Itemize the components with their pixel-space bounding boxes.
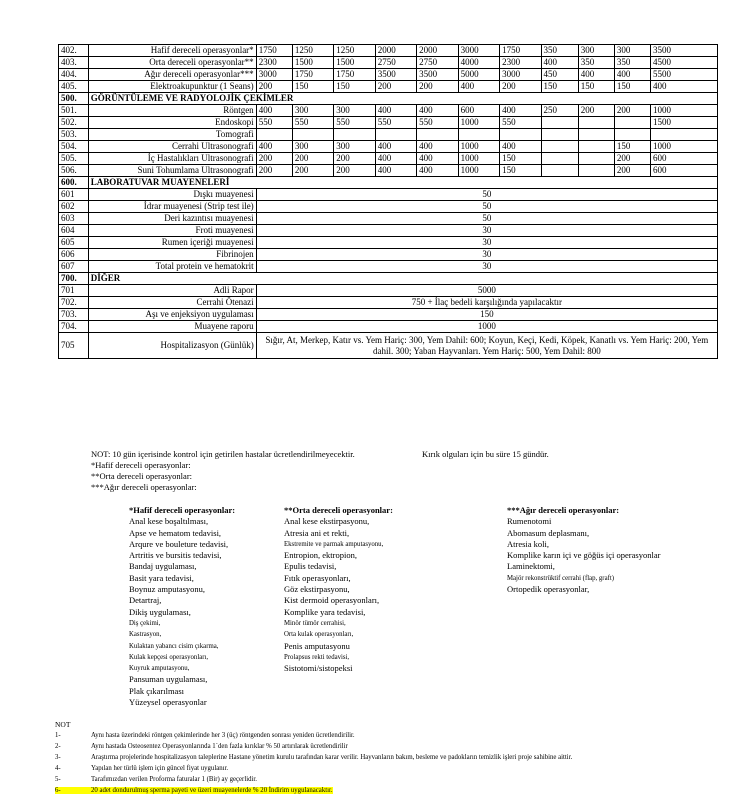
row-price: 50: [256, 189, 717, 201]
fee-table: [58, 44, 718, 359]
price-cell: 400: [417, 141, 458, 153]
price-cell: 1250: [292, 45, 333, 57]
price-cell: 400: [375, 105, 416, 117]
row-price: 5000: [256, 285, 717, 297]
row-name: Total protein ve hematokrit: [88, 261, 256, 273]
row-code: 501.: [59, 105, 89, 117]
price-cell: [541, 141, 578, 153]
section-row: [59, 93, 718, 105]
price-cell: 450: [541, 69, 578, 81]
price-cell: 400: [541, 57, 578, 69]
price-cell: [541, 165, 578, 177]
price-cell: [334, 129, 375, 141]
row-code: 500.: [59, 93, 89, 105]
operation-item: Yüzeysel operasyonlar: [129, 697, 207, 708]
table-row: [59, 213, 718, 225]
note-text: Yapılan her türlü işlem için güncel fiyat uygulanır.: [91, 765, 229, 772]
row-code: 402.: [59, 45, 89, 57]
price-cell: 150: [541, 81, 578, 93]
row-code: 404.: [59, 69, 89, 81]
row-name: Muayene raporu: [88, 321, 256, 333]
operation-item: Bandaj uygulaması,: [129, 561, 197, 572]
table-row: [59, 237, 718, 249]
price-cell: [256, 129, 292, 141]
operation-item: Atresia ani et rekti,: [284, 527, 350, 538]
operation-item: Entropion, ektropion,: [284, 550, 357, 561]
table-row: [59, 105, 718, 117]
price-cell: 400: [500, 105, 541, 117]
price-cell: 1000: [650, 105, 717, 117]
row-code: 607: [59, 261, 89, 273]
price-cell: [614, 117, 650, 129]
price-cell: 200: [614, 105, 650, 117]
price-cell: 200: [292, 153, 333, 165]
remark-fracture: Kırık olguları için bu süre 15 gündür.: [422, 449, 549, 459]
price-cell: 3000: [458, 45, 499, 57]
price-cell: 400: [458, 81, 499, 93]
price-cell: 3500: [375, 69, 416, 81]
price-cell: 5500: [650, 69, 717, 81]
row-price: 30: [256, 225, 717, 237]
row-code: 701: [59, 285, 89, 297]
table-row: [59, 69, 718, 81]
price-cell: 1000: [458, 165, 499, 177]
note-number: 3-: [55, 754, 61, 761]
remark-hafif: *Hafif dereceli operasyonlar:: [91, 460, 191, 470]
operation-item: Plak çıkarılması: [129, 685, 185, 696]
note-item: [55, 785, 572, 796]
price-cell: 150: [614, 141, 650, 153]
note-text: Araştırma projelerinde hospitalizasyon taleplerine Hastane yönetim kurulu tarafından karar verilir. Hayvanların bakım, besleme ve padokların temizlik işleri proje sahibine aittir.: [91, 754, 573, 761]
price-cell: 350: [614, 57, 650, 69]
price-cell: 3500: [650, 45, 717, 57]
operation-item: Göz ekstirpasyonu,: [284, 584, 350, 595]
price-cell: 4000: [458, 57, 499, 69]
highlighted-note: [55, 787, 333, 794]
price-cell: 1000: [458, 153, 499, 165]
table-row: [59, 261, 718, 273]
price-cell: [578, 129, 614, 141]
price-cell: 600: [650, 153, 717, 165]
price-cell: 1750: [292, 69, 333, 81]
note-number: 4-: [55, 765, 61, 772]
price-cell: 400: [650, 81, 717, 93]
price-cell: [614, 129, 650, 141]
hafif-operations-list: [129, 505, 235, 708]
row-price: 30: [256, 261, 717, 273]
price-cell: 200: [375, 81, 416, 93]
operation-item: Dikiş uygulaması,: [129, 606, 191, 617]
price-cell: 5000: [458, 69, 499, 81]
price-cell: 400: [375, 141, 416, 153]
price-cell: 300: [292, 105, 333, 117]
operation-item: Epulis tedavisi,: [284, 561, 337, 572]
fee-table-body: [59, 45, 718, 359]
operation-item: Kastrasyon,: [129, 631, 162, 639]
price-cell: [541, 117, 578, 129]
price-cell: 200: [256, 81, 292, 93]
price-cell: [578, 141, 614, 153]
row-name: Cerrahi Ötenazi: [88, 297, 256, 309]
price-cell: 300: [334, 141, 375, 153]
note-item: [55, 752, 572, 763]
table-row: [59, 153, 718, 165]
table-row: [59, 165, 718, 177]
price-cell: 2300: [256, 57, 292, 69]
price-cell: 300: [334, 105, 375, 117]
row-price: 30: [256, 237, 717, 249]
price-cell: [458, 129, 499, 141]
price-cell: [578, 153, 614, 165]
price-cell: [650, 129, 717, 141]
note-number: 2-: [55, 743, 61, 750]
operation-item: Rumenotomi: [507, 516, 552, 527]
hafif-header: *Hafif dereceli operasyonlar:: [129, 505, 236, 515]
price-cell: 1750: [500, 45, 541, 57]
price-cell: 4500: [650, 57, 717, 69]
row-code: 600.: [59, 177, 89, 189]
notes-title: NOT: [55, 720, 71, 729]
table-row: [59, 189, 718, 201]
row-name: İç Hastalıkları Ultrasonografi: [88, 153, 256, 165]
row-code: 601: [59, 189, 89, 201]
operation-item: Orta kulak operasyonları,: [284, 631, 354, 639]
operation-item: Sistotomi/sistopeksi: [284, 663, 353, 674]
price-cell: 1000: [458, 117, 499, 129]
row-name: Adli Rapor: [88, 285, 256, 297]
price-cell: 200: [578, 105, 614, 117]
operation-item: Abomasum deplasmanı,: [507, 527, 590, 538]
row-name: Fibrinojen: [88, 249, 256, 261]
operation-item: Basit yara tedavisi,: [129, 572, 194, 583]
price-cell: 150: [500, 153, 541, 165]
price-cell: [417, 129, 458, 141]
table-row: [59, 285, 718, 297]
orta-header: **Orta dereceli operasyonlar:: [284, 505, 393, 515]
price-cell: 150: [614, 81, 650, 93]
operation-item: Ekstremite ve parmak amputasyonu,: [284, 540, 384, 548]
operation-item: Kuyruk amputasyonu,: [129, 665, 190, 673]
price-cell: 400: [417, 153, 458, 165]
operation-item: Minör tümör cerrahisi,: [284, 619, 346, 627]
operation-item: Kist dermoid operasyonları,: [284, 595, 380, 606]
row-code: 405.: [59, 81, 89, 93]
operation-item: Atresia koli,: [507, 538, 550, 549]
price-cell: 400: [417, 165, 458, 177]
price-cell: 400: [375, 165, 416, 177]
row-name: Deri kazıntısı muayenesi: [88, 213, 256, 225]
row-code: 702.: [59, 297, 89, 309]
table-row: [59, 141, 718, 153]
row-price: Sığır, At, Merkep, Katır vs. Yem Hariç: 300, Yem Dahil: 600; Koyun, Keçi, Kedi, Köpek, Kanatlı vs. Yem Hariç: 200, Yem dahil. 300; Yaban Hayvanları. Yem Hariç: 500, Yem Dahil: 800: [256, 333, 717, 359]
row-code: 605: [59, 237, 89, 249]
notes-list: [55, 730, 572, 796]
table-row: [59, 201, 718, 213]
operation-item: Ortopedik operasyonlar,: [507, 584, 590, 595]
operation-item: Boynuz amputasyonu,: [129, 584, 206, 595]
row-name: Endoskopi: [88, 117, 256, 129]
row-price: 750 + İlaç bedeli karşılığında yapılacaktır: [256, 297, 717, 309]
price-cell: 400: [578, 69, 614, 81]
price-cell: 400: [614, 69, 650, 81]
table-row: [59, 321, 718, 333]
price-cell: 150: [500, 165, 541, 177]
row-code: 603: [59, 213, 89, 225]
row-price: 50: [256, 201, 717, 213]
row-code: 606: [59, 249, 89, 261]
operation-item: Fıtık operasyonları,: [284, 572, 351, 583]
price-cell: 2750: [417, 57, 458, 69]
remark-agir: ***Ağır dereceli operasyonlar:: [91, 482, 197, 492]
price-cell: 550: [417, 117, 458, 129]
section-row: [59, 273, 718, 285]
price-cell: 550: [334, 117, 375, 129]
note-body: [55, 754, 572, 761]
table-row: [59, 57, 718, 69]
section-title: DİĞER: [88, 273, 717, 285]
price-cell: 1750: [334, 69, 375, 81]
table-row: [59, 309, 718, 321]
note-item: [55, 730, 572, 741]
row-code: 703.: [59, 309, 89, 321]
price-cell: 200: [500, 81, 541, 93]
row-code: 504.: [59, 141, 89, 153]
note-text: Aynı hasta üzerindeki röntgen çekimlerinde her 3 (üç) röntgenden sonrası yeniden ücretlendirilir.: [91, 732, 355, 739]
row-code: 604: [59, 225, 89, 237]
agir-operations-list: [507, 505, 660, 595]
price-cell: 1500: [650, 117, 717, 129]
row-name: Dışkı muayenesi: [88, 189, 256, 201]
price-cell: 150: [292, 81, 333, 93]
price-cell: 1500: [334, 57, 375, 69]
row-price: 50: [256, 213, 717, 225]
row-name: Elektroakupunktur (1 Seans): [88, 81, 256, 93]
price-cell: 1250: [334, 45, 375, 57]
price-cell: 150: [578, 81, 614, 93]
price-cell: 550: [500, 117, 541, 129]
section-title: GÖRÜNTÜLEME VE RADYOLOJİK ÇEKİMLER: [88, 93, 717, 105]
table-row: [59, 129, 718, 141]
operation-item: Pansuman uygulaması,: [129, 674, 208, 685]
price-cell: 150: [334, 81, 375, 93]
price-cell: 550: [292, 117, 333, 129]
operation-item: Kulaktan yabancı cisim çıkarma,: [129, 642, 219, 650]
price-cell: 400: [375, 153, 416, 165]
price-cell: 1000: [650, 141, 717, 153]
table-row: [59, 225, 718, 237]
price-cell: 3500: [417, 69, 458, 81]
remark-orta: **Orta dereceli operasyonlar:: [91, 471, 193, 481]
row-name: Cerrahi Ultrasonografi: [88, 141, 256, 153]
row-code: 705: [59, 333, 89, 359]
orta-operations-list: [284, 505, 393, 674]
price-cell: 550: [256, 117, 292, 129]
price-cell: 1500: [292, 57, 333, 69]
price-cell: [541, 153, 578, 165]
price-cell: 600: [458, 105, 499, 117]
row-name: Ağır dereceli operasyonlar***: [88, 69, 256, 81]
note-text: 20 adet dondurulmuş sperma payeti ve üzeri muayenelerde % 20 İndirim uygulanacaktır.: [91, 787, 333, 794]
price-cell: 200: [256, 165, 292, 177]
price-cell: 200: [614, 165, 650, 177]
price-cell: 2300: [500, 57, 541, 69]
price-cell: 300: [614, 45, 650, 57]
note-number: 5-: [55, 776, 61, 783]
row-name: Tomografi: [88, 129, 256, 141]
table-row: [59, 81, 718, 93]
price-cell: 300: [292, 141, 333, 153]
operation-item: Kulak kepçesi operasyonları,: [129, 653, 209, 661]
table-row: [59, 249, 718, 261]
price-cell: 1750: [256, 45, 292, 57]
notes-section: [55, 719, 572, 796]
row-code: 506.: [59, 165, 89, 177]
price-cell: 200: [256, 153, 292, 165]
price-cell: 2000: [375, 45, 416, 57]
operation-item: Detartraj,: [129, 595, 162, 606]
row-name: Froti muayenesi: [88, 225, 256, 237]
price-cell: 550: [375, 117, 416, 129]
operation-item: Komplike karın içi ve göğüs içi operasyonlar: [507, 550, 661, 561]
note-body: [55, 743, 348, 750]
row-code: 502.: [59, 117, 89, 129]
row-name: Hospitalizasyon (Günlük): [88, 333, 256, 359]
row-name: Rumen içeriği muayenesi: [88, 237, 256, 249]
row-code: 704.: [59, 321, 89, 333]
price-cell: [578, 165, 614, 177]
price-cell: 400: [417, 105, 458, 117]
price-cell: 400: [500, 141, 541, 153]
operation-item: Apse ve hematom tedavisi,: [129, 527, 222, 538]
row-name: Orta dereceli operasyonlar**: [88, 57, 256, 69]
row-name: Aşı ve enjeksiyon uygulaması: [88, 309, 256, 321]
note-number: 6-: [55, 787, 61, 794]
row-price: 1000: [256, 321, 717, 333]
row-price: 30: [256, 249, 717, 261]
price-cell: 200: [614, 153, 650, 165]
operation-item: Penis amputasyonu: [284, 640, 350, 651]
price-cell: [292, 129, 333, 141]
table-row: [59, 117, 718, 129]
price-cell: 3000: [500, 69, 541, 81]
price-cell: 2750: [375, 57, 416, 69]
row-code: 403.: [59, 57, 89, 69]
table-row: [59, 333, 718, 359]
remark-control: NOT: 10 gün içerisinde kontrol için getirilen hastalar ücretlendirilmeyecektir.: [91, 449, 355, 459]
note-body: [55, 732, 355, 739]
section-row: [59, 177, 718, 189]
price-cell: [500, 129, 541, 141]
price-cell: [578, 117, 614, 129]
operation-item: Laminektomi,: [507, 561, 555, 572]
section-title: LABORATUVAR MUAYENELERİ: [88, 177, 717, 189]
price-cell: 350: [541, 45, 578, 57]
operation-item: Anal kese ekstirpasyonu,: [284, 516, 370, 527]
note-body: [55, 765, 228, 772]
price-cell: 3000: [256, 69, 292, 81]
operation-item: Komplike yara tedavisi,: [284, 606, 366, 617]
row-code: 503.: [59, 129, 89, 141]
price-cell: 200: [292, 165, 333, 177]
table-row: [59, 45, 718, 57]
price-cell: 300: [578, 45, 614, 57]
row-code: 700.: [59, 273, 89, 285]
price-cell: 200: [417, 81, 458, 93]
operation-item: Anal kese boşaltılması,: [129, 516, 209, 527]
operation-item: Majör rekonstrüktif cerrahi (flap, graft): [507, 574, 615, 582]
row-code: 602: [59, 201, 89, 213]
operation-item: Diş çekimi,: [129, 619, 161, 627]
price-cell: 350: [578, 57, 614, 69]
note-number: 1-: [55, 732, 61, 739]
price-cell: 2000: [417, 45, 458, 57]
agir-header: ***Ağır dereceli operasyonlar:: [507, 505, 620, 515]
note-text: Aynı hastada Osteosentez Operasyonlarında 1`den fazla kırıklar % 50 artırılarak ücretlendirilir: [91, 743, 348, 750]
note-item: [55, 774, 572, 785]
price-cell: [375, 129, 416, 141]
table-row: [59, 297, 718, 309]
note-body: [55, 776, 257, 783]
price-cell: 250: [541, 105, 578, 117]
operation-item: Prolapsus rekti tedavisi,: [284, 653, 350, 661]
row-name: İdrar muayenesi (Strip test ile): [88, 201, 256, 213]
price-cell: [541, 129, 578, 141]
operation-item: Artritis ve bursitis tedavisi,: [129, 550, 222, 561]
price-cell: 200: [334, 153, 375, 165]
operation-item: Arqure ve bouleture tedavisi,: [129, 538, 229, 549]
note-item: [55, 741, 572, 752]
row-name: Hafif dereceli operasyonlar*: [88, 45, 256, 57]
row-name: Suni Tohumlama Ultrasonografi: [88, 165, 256, 177]
row-code: 505.: [59, 153, 89, 165]
price-cell: 400: [256, 105, 292, 117]
price-cell: 200: [334, 165, 375, 177]
price-cell: 400: [256, 141, 292, 153]
note-text: Tarafımızdan verilen Proforma faturalar 1 (Bir) ay geçerlidir.: [91, 776, 257, 783]
row-price: 150: [256, 309, 717, 321]
row-name: Röntgen: [88, 105, 256, 117]
price-cell: 1000: [458, 141, 499, 153]
note-item: [55, 763, 572, 774]
price-cell: 600: [650, 165, 717, 177]
